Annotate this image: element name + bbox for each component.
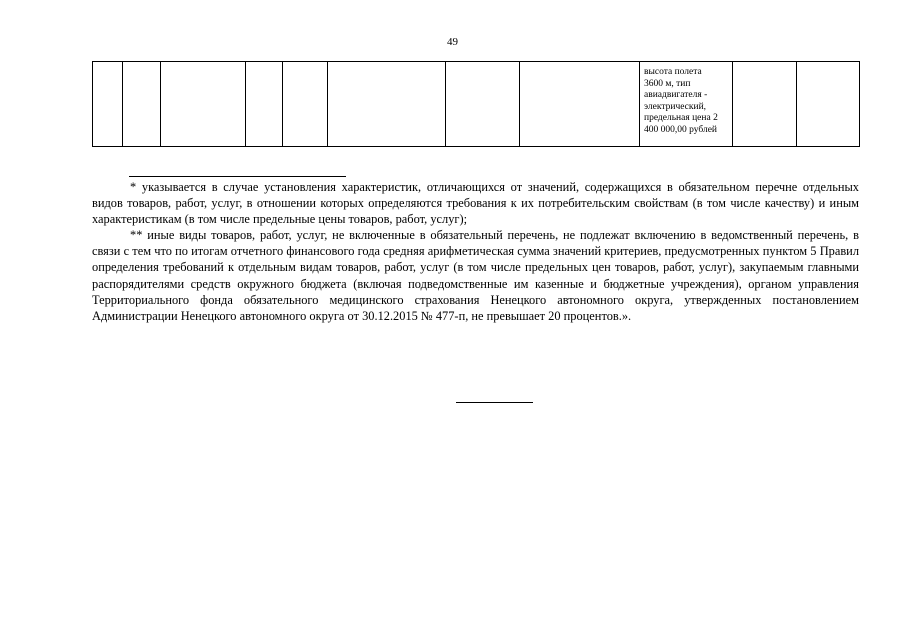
table-cell <box>123 62 161 147</box>
cell-text-line: 400 000,00 рублей <box>644 124 718 135</box>
page-number: 49 <box>447 36 458 48</box>
footnote-separator <box>129 176 346 177</box>
table-cell <box>328 62 446 147</box>
table-cell-characteristic <box>640 62 733 147</box>
footnote-double-asterisk: ** иные виды товаров, работ, услуг, не включенные в обязательный перечень, не подлежат включению в ведомственный перечень, в связи с тем что по итогам отчетного финансового года средняя арифметическая сумма значений критериев, предусмотренных пунктом 5 Правил определения требований к отдельным видам товаров, работ, услуг (в том числе предельных цен товаров, работ, услуг), закупаемым главными распорядителями средств окружного бюджета (включая подведомственные им казенные и бюджетные учреждения), органом управления Территориального фонда обязательного медицинского страхования Ненецкого автономного округа, утвержденных постановлением Администрации Ненецкого автономного округа от 30.12.2015 № 477-п, не превышает 20 процентов.». <box>92 228 859 323</box>
cell-text-line: авиадвигателя - <box>644 90 708 101</box>
table-row <box>93 62 860 147</box>
cell-text-line: электрический, <box>644 101 707 112</box>
table-cell <box>446 62 520 147</box>
table-cell <box>161 62 246 147</box>
footnote-single-asterisk: * указывается в случае установления характеристик, отличающихся от значений, содержащихся в обязательном перечне отдельных видов товаров, работ, услуг, в отношении которых определяются требования к их потребительским свойствам (в том числе качеству) и иным характеристикам (в том числе предельные цены товаров, работ, услуг); <box>92 180 859 227</box>
table-cell <box>797 62 860 147</box>
table-cell <box>246 62 283 147</box>
table-cell <box>93 62 123 147</box>
table-cell <box>520 62 640 147</box>
end-of-document-rule <box>456 402 533 403</box>
cell-text-line: высота полета <box>644 67 702 77</box>
table-cell <box>283 62 328 147</box>
requirements-table <box>92 61 860 147</box>
cell-text-line: 3600 м, тип <box>644 78 691 89</box>
table-cell <box>733 62 797 147</box>
cell-text-line: предельная цена 2 <box>644 113 718 124</box>
footnotes <box>92 179 859 324</box>
